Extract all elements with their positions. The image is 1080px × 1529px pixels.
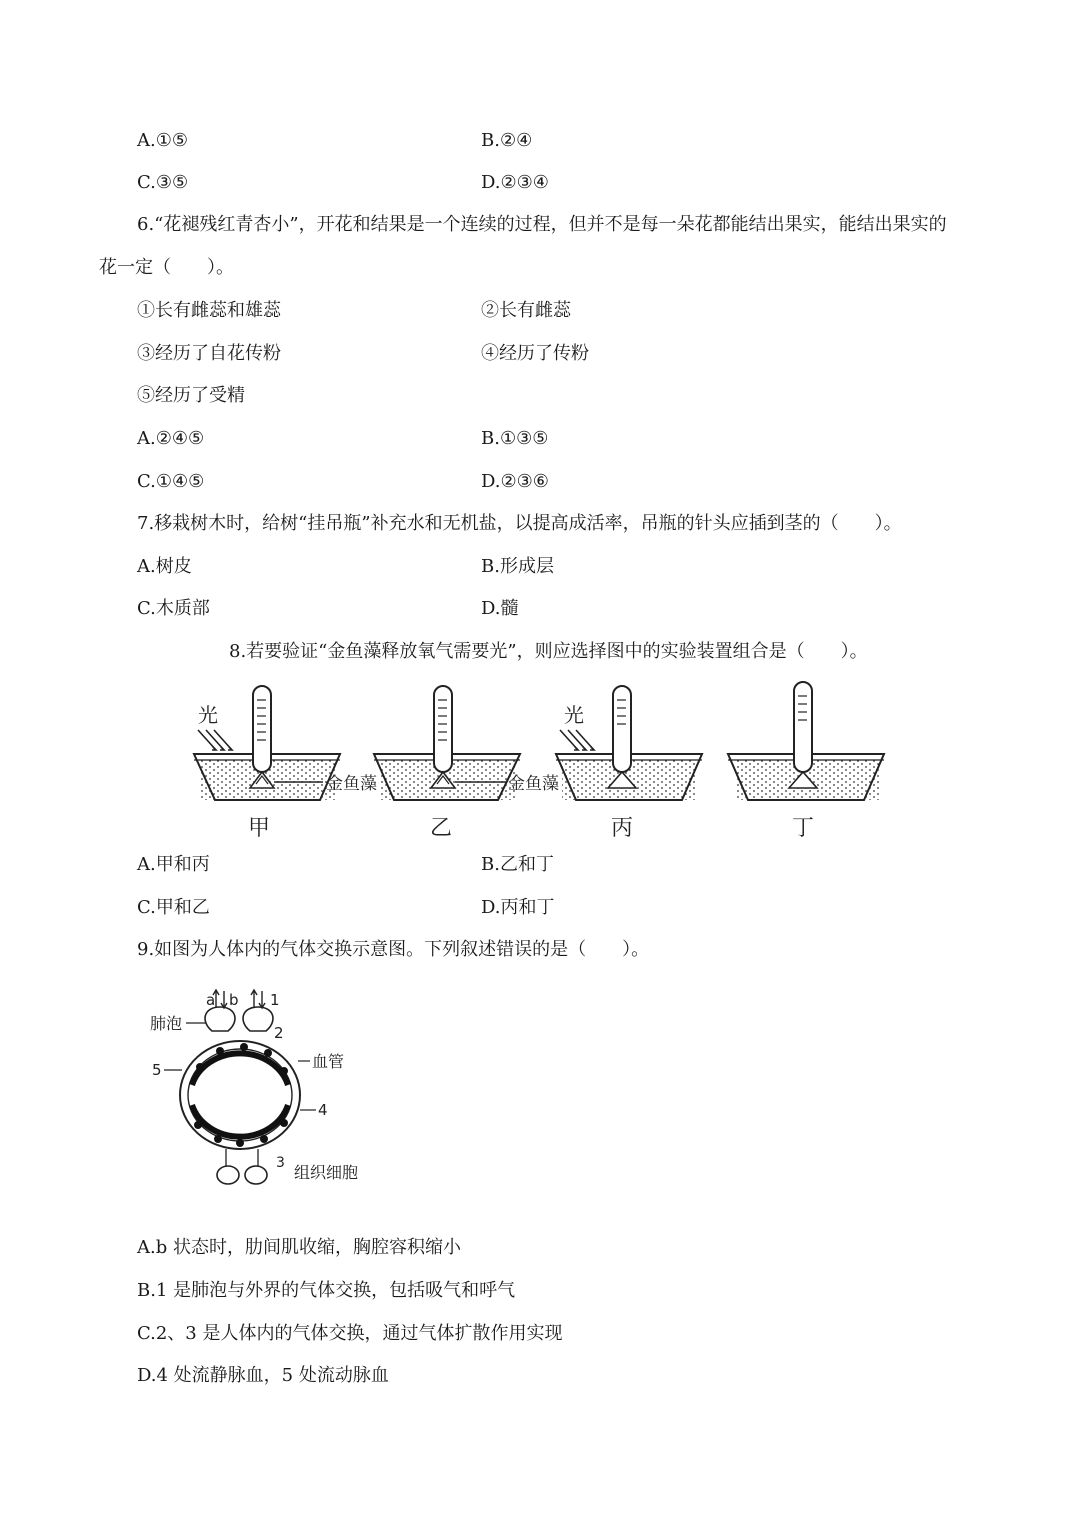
q9-stem: 9.如图为人体内的气体交换示意图。下列叙述错误的是（ ）。 xyxy=(137,939,650,960)
q6-option-b: B.①③⑤ xyxy=(481,428,549,449)
q8-option-c: C.甲和乙 xyxy=(137,897,210,918)
setup-label-yi: 乙 xyxy=(430,816,453,841)
light-arrows-bing xyxy=(560,730,594,750)
plant-label-jia: 金鱼藻 xyxy=(326,774,377,794)
q6-stem-line1: 6.“花褪残红青杏小”，开花和结果是一个连续的过程，但并不是每一朵花都能结出果实，能结出果实的 xyxy=(137,214,947,235)
q6-item-1: ①长有雌蕊和雄蕊 xyxy=(137,300,281,321)
label-alveolus: 肺泡 xyxy=(150,1014,183,1033)
setup-jia xyxy=(194,686,377,841)
setup-label-jia: 甲 xyxy=(248,816,271,841)
q6-stem-line2: 花一定（ ）。 xyxy=(99,257,234,278)
q9-option-c: C.2、3 是人体内的气体交换，通过气体扩散作用实现 xyxy=(137,1323,563,1344)
q5-option-d: D.②③④ xyxy=(481,172,549,193)
q5-option-a: A.①⑤ xyxy=(137,130,188,151)
setup-ding xyxy=(728,682,884,841)
label-1: 1 xyxy=(270,991,280,1009)
q8-stem: 8.若要验证“金鱼藻释放氧气需要光”，则应选择图中的实验装置组合是（ ）。 xyxy=(229,641,868,662)
q9-option-d: D.4 处流静脉血，5 处流动脉血 xyxy=(137,1365,389,1386)
q5-option-b: B.②④ xyxy=(481,130,533,151)
label-b: b xyxy=(229,991,239,1009)
q5-option-c: C.③⑤ xyxy=(137,172,189,193)
q6-item-5: ⑤经历了受精 xyxy=(137,385,245,406)
tissue-cells xyxy=(217,1166,267,1184)
light-label-jia: 光 xyxy=(198,703,218,727)
label-5: 5 xyxy=(152,1061,162,1079)
setup-label-bing: 丙 xyxy=(611,816,634,841)
label-4: 4 xyxy=(318,1101,328,1119)
q9-option-a: A.b 状态时，肋间肌收缩，胸腔容积缩小 xyxy=(137,1237,461,1258)
q8-option-b: B.乙和丁 xyxy=(481,854,554,875)
q6-item-4: ④经历了传粉 xyxy=(481,343,589,364)
light-label-bing: 光 xyxy=(564,703,584,727)
q9-gas-exchange-figure xyxy=(140,985,400,1190)
q7-option-c: C.木质部 xyxy=(137,598,210,619)
blood-vessel-outer xyxy=(180,1041,300,1149)
setup-bing xyxy=(556,686,702,841)
label-tissue-cell: 组织细胞 xyxy=(294,1163,359,1182)
label-vessel: 血管 xyxy=(312,1052,345,1071)
q6-option-a: A.②④⑤ xyxy=(137,428,205,449)
light-arrows-jia xyxy=(198,730,232,750)
q9-option-b: B.1 是肺泡与外界的气体交换，包括吸气和呼气 xyxy=(137,1280,516,1301)
q6-item-3: ③经历了自花传粉 xyxy=(137,343,281,364)
airway-arrows xyxy=(213,990,265,1008)
q8-option-d: D.丙和丁 xyxy=(481,897,555,918)
label-a: a xyxy=(206,991,216,1009)
setup-label-ding: 丁 xyxy=(792,816,815,841)
label-3: 3 xyxy=(276,1155,285,1171)
q7-stem: 7.移栽树木时，给树“挂吊瓶”补充水和无机盐，以提高成活率，吊瓶的针头应插到茎的（ ）。 xyxy=(137,513,902,534)
q8-experiment-figure xyxy=(180,672,900,848)
q7-option-b: B.形成层 xyxy=(481,556,554,577)
setup-yi xyxy=(374,686,559,841)
alveoli xyxy=(205,1007,273,1031)
plant-label-yi: 金鱼藻 xyxy=(508,774,559,794)
q7-option-d: D.髓 xyxy=(481,598,519,619)
blood-vessel-inner xyxy=(188,1049,292,1141)
q7-option-a: A.树皮 xyxy=(137,556,192,577)
label-2: 2 xyxy=(274,1024,284,1042)
q8-option-a: A.甲和丙 xyxy=(137,854,210,875)
q6-option-d: D.②③⑥ xyxy=(481,471,549,492)
q6-item-2: ②长有雌蕊 xyxy=(481,300,571,321)
q6-option-c: C.①④⑤ xyxy=(137,471,205,492)
